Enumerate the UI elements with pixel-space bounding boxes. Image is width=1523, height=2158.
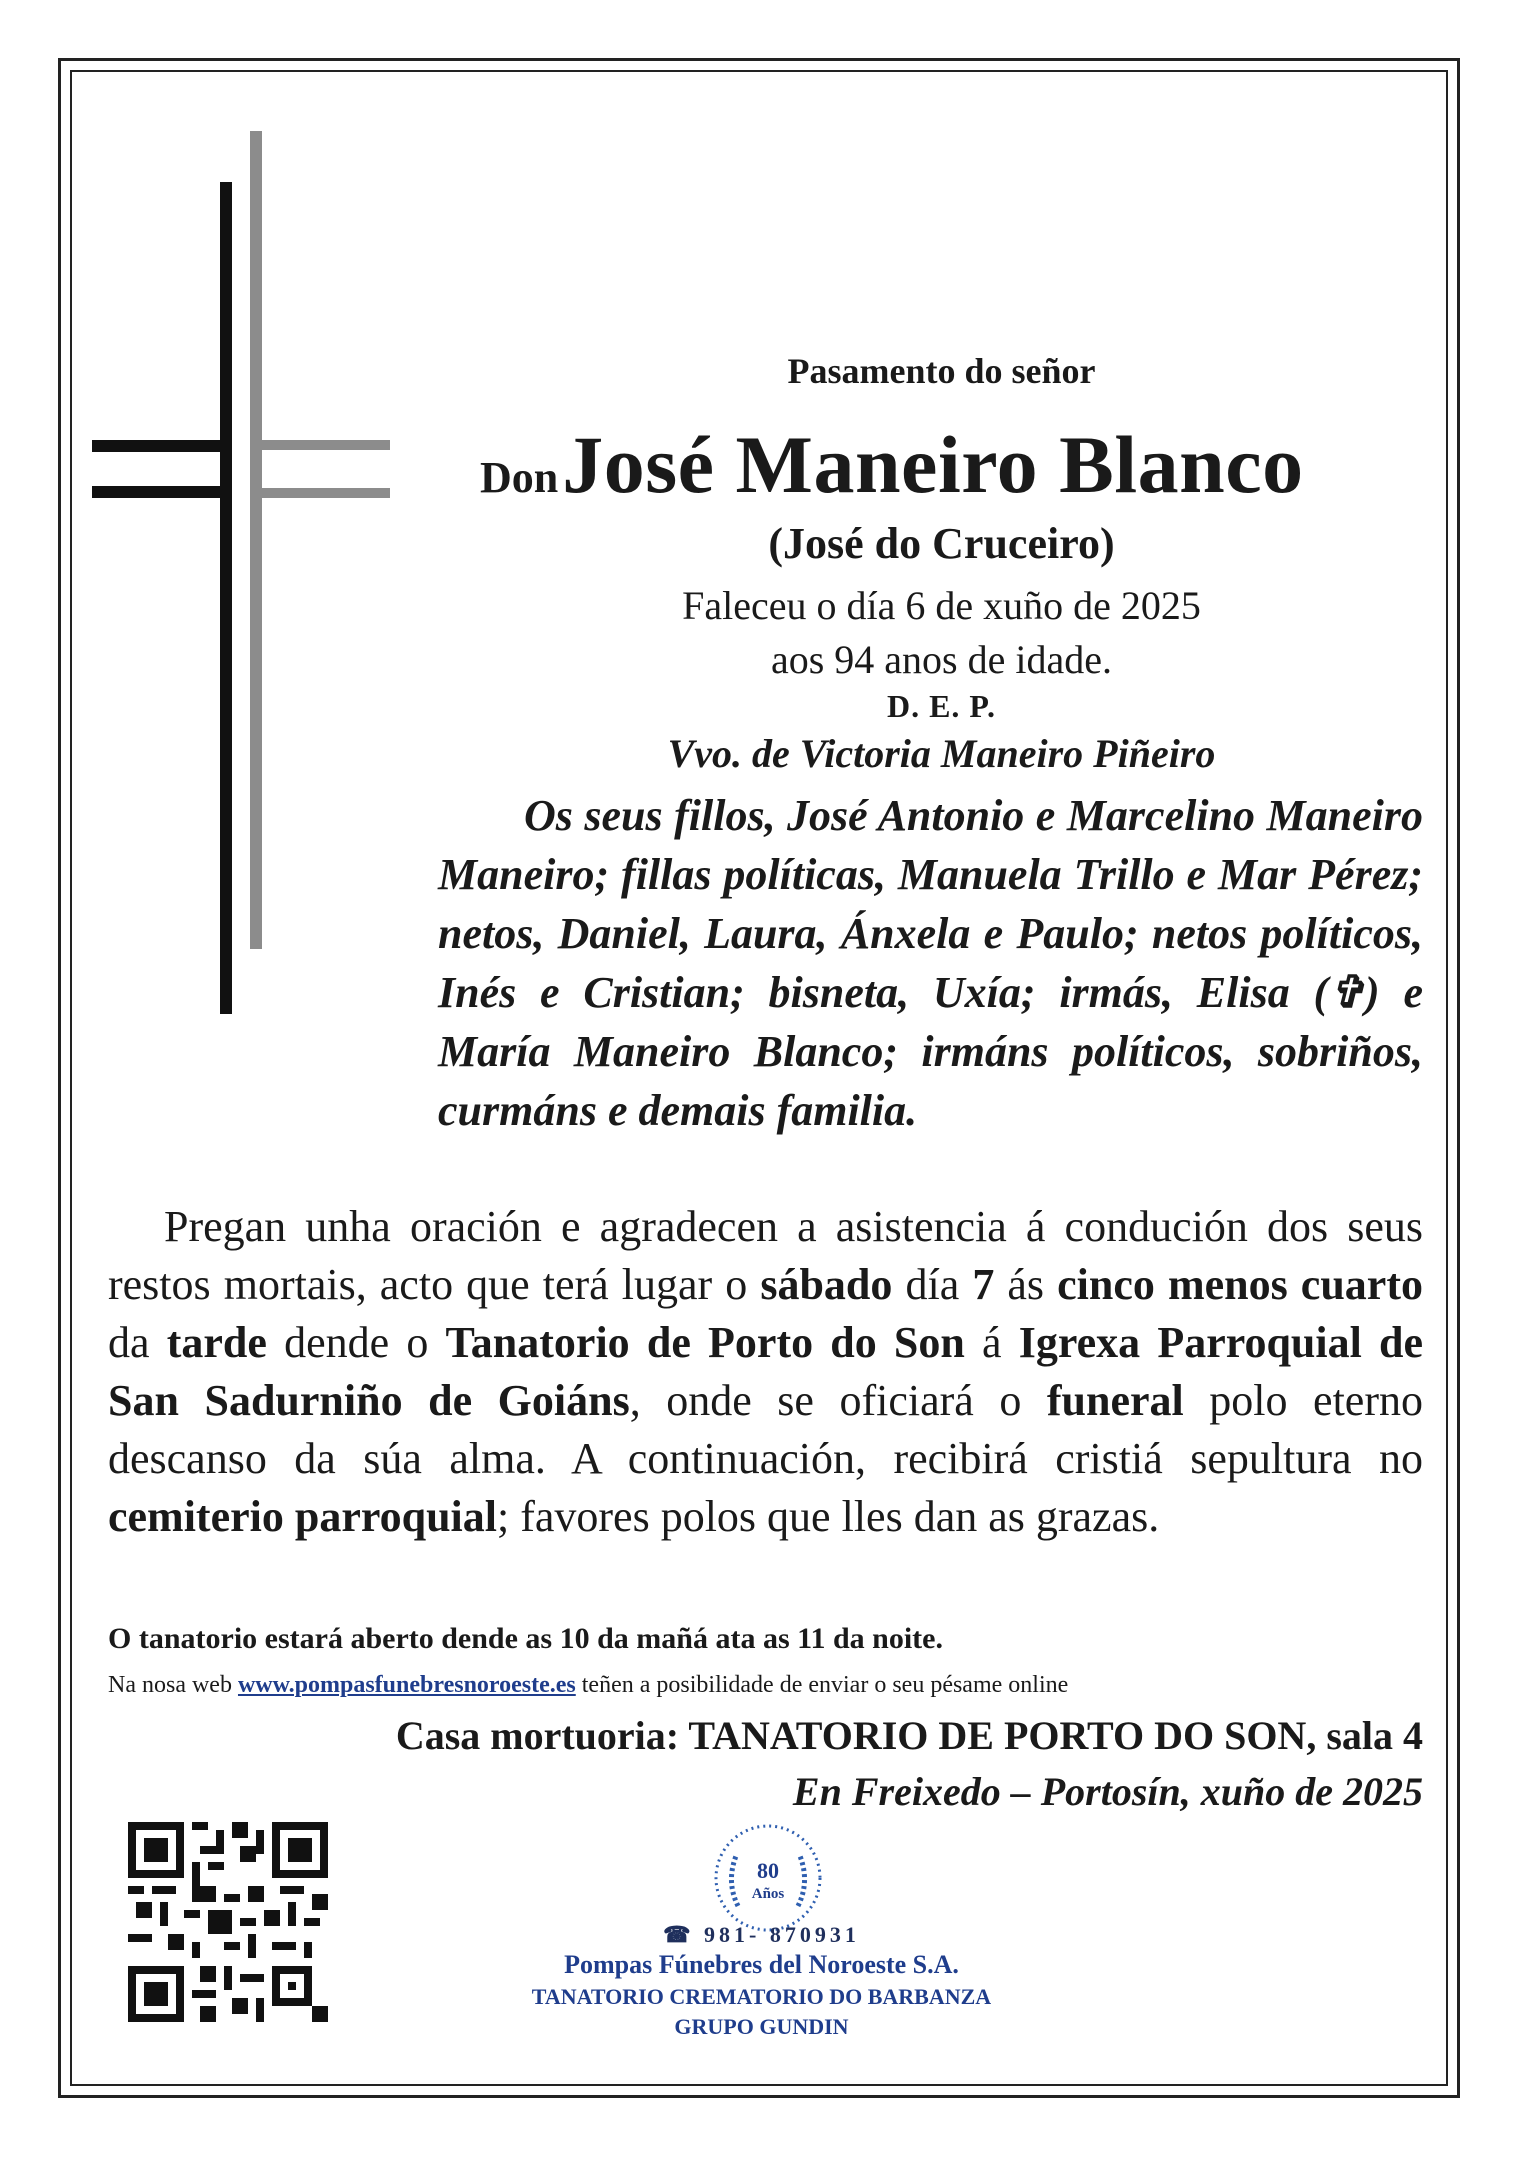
cross-icon [0,0,420,1030]
family-paragraph: Os seus fillos, José Antonio e Marcelino Maneiro Maneiro; fillas políticas, Manuela Trillo e Mar Pérez; netos, Daniel, Laura, Ánxela e Paulo; netos políticos, Inés e Cristian; bisneta, Uxía; irmás, Elisa (✞) e María Maneiro Blanco; irmáns políticos, sobriños, curmáns e demais familia. [438,791,1423,1135]
phone-number[interactable]: 981- 870931 [704,1922,860,1947]
crematorio-name: TANATORIO CREMATORIO DO BARBANZA [531,1984,992,2009]
phone-line [0,1922,1523,1948]
nickname: (José do Cruceiro) [768,519,1115,568]
company-name: Pompas Fúnebres del Noroeste S.A. [564,1950,959,1979]
opening-hours: O tanatorio estará aberto dende as 10 da mañá ata as 11 da noite. [108,1622,943,1655]
anniversary-seal-icon [712,1822,824,1934]
seal-number: 80 [757,1858,779,1883]
widow-line: Vvo. de Victoria Maneiro Piñeiro [667,731,1216,776]
phone-icon: ☎ [663,1922,695,1947]
dep-line: D. E. P. [886,688,997,724]
deceased-name-line [480,418,1304,512]
website-prefix: Na nosa web [108,1672,232,1698]
group-name: GRUPO GUNDIN [674,2014,849,2039]
website-link[interactable]: www.pompasfunebresnoroeste.es [237,1672,576,1698]
website-suffix: teñen a posibilidade de enviar o seu pésame online [581,1672,1069,1698]
deceased-name: José Maneiro Blanco [562,419,1304,510]
mortuary-line: Casa mortuoria: TANATORIO DE PORTO DO SON, sala 4 [395,1713,1423,1758]
death-date-line: Faleceu o día 6 de xuño de 2025 [682,583,1201,628]
seal-word: Años [751,1886,785,1902]
prayer-paragraph: Pregan unha oración e agradecen a asistencia á condución dos seus restos mortais, acto que terá lugar o sábado día 7 ás cinco menos cuarto da tarde dende o Tanatorio de Porto do Son á Igrexa Parroquial de San Sadurniño de Goiáns, onde se oficiará o funeral polo eterno descanso da súa alma. A continuación, recibirá cristiá sepultura no cemiterio parroquial; favores polos que lles dan as grazas. [108,1202,1424,1541]
website-line [108,1672,1068,1699]
place-date-line: En Freixedo – Portosín, xuño de 2025 [792,1769,1423,1814]
age-line: aos 94 anos de idade. [770,637,1112,682]
notice-heading: Pasamento do señor [787,351,1096,391]
honorific: Don [480,453,559,502]
